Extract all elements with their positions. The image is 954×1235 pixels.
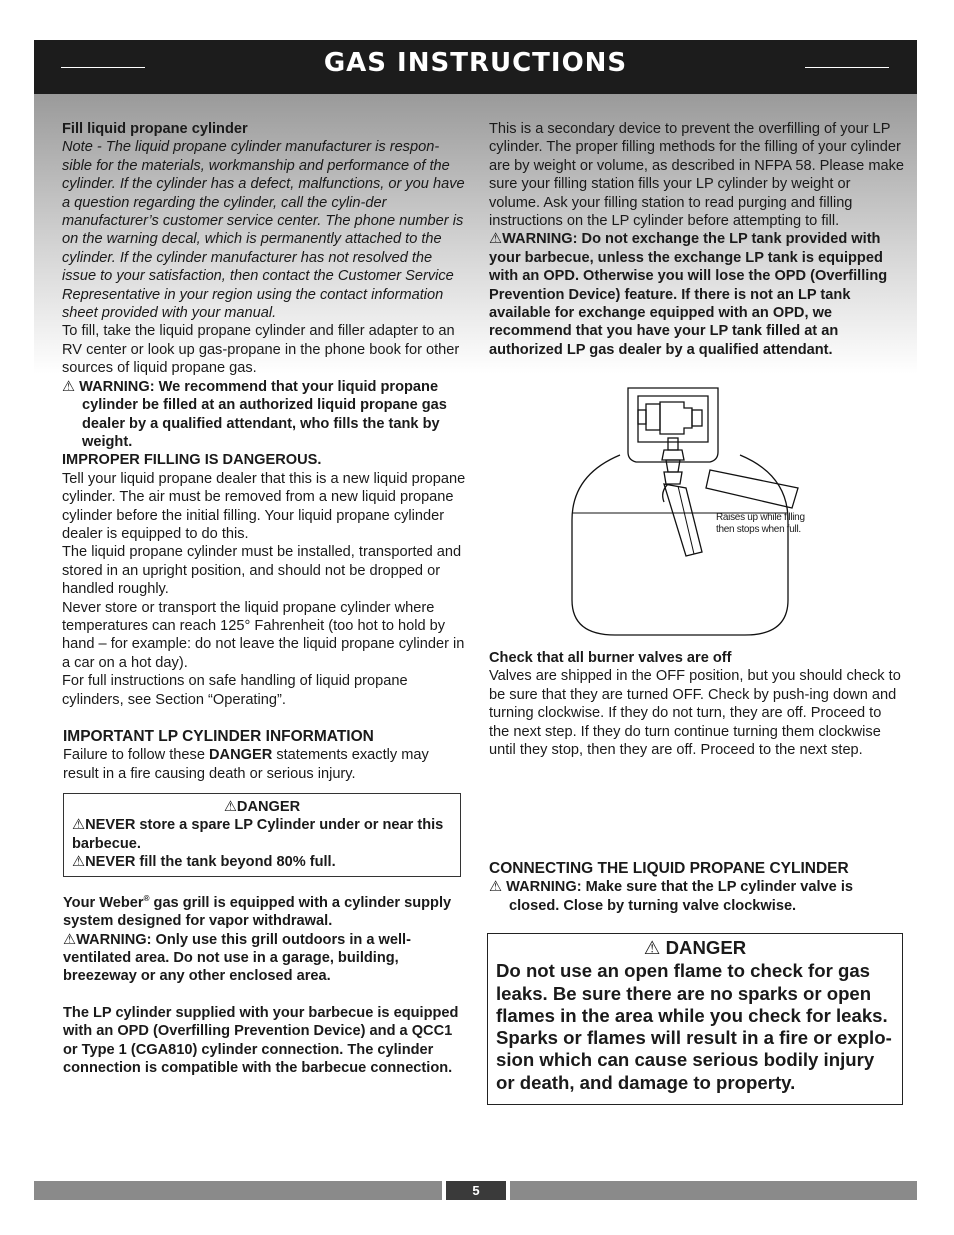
danger-line-80: ⚠NEVER fill the tank beyond 80% full. [72,853,336,871]
lp-info-title: IMPORTANT LP CYLINDER INFORMATION [63,728,374,745]
opd-description: This is a secondary device to prevent the overfilling of your LP cylinder. The proper filling methods for the filling of your cylinder are by weight or volume, as described in NFPA 58. Please make sure your filling station fills your LP cylinder by weight or volume. Ask your filling station to read purging and filling instructions on the LP cylinder before attempting to fill. [489,121,905,230]
danger2-title: ⚠ DANGER [643,937,747,959]
danger-line-spare: ⚠NEVER store a spare LP Cylinder under or near this barbecue. [72,816,444,852]
warning-icon: ⚠ [489,878,503,896]
warning-icon: ⚠ [223,798,237,815]
weber-paragraph: Your Weber® gas grill is equipped with a cylinder supply system designed for vapor withdrawal. [63,894,452,930]
lp-info-text: Failure to follow these DANGER statements exactly may result in a fire causing death or serious injury. [63,747,429,782]
check-title: Check that all burner valves are off [489,650,732,666]
header-rule-right [805,67,889,68]
left-column [62,120,466,709]
vapor-section [63,890,463,1078]
connect-warning: ⚠ WARNING: Make sure that the LP cylinder valve is closed. Close by turning valve clockwise. [489,878,853,914]
danger-box-cylinder [63,793,461,877]
footer-bar-left [34,1181,442,1200]
paragraph-see-operating: For full instructions on safe handling of liquid propane cylinders, see Section “Operating”. [62,673,408,708]
warning-icon: ⚠ [489,230,503,248]
header-bar [34,40,917,94]
improper-filling: IMPROPER FILLING IS DANGEROUS. [62,452,322,469]
check-paragraph: Valves are shipped in the OFF position, but you should check to be sure that they are turned OFF. Check by push-ing down and turning clockwise. If they do not turn, they are off. Proceed to the next step. If they do turn continue turning them clockwise until they stop, then they are off. Proceed to the next step. [489,668,901,759]
diagram-caption: Raises up while filling then stops when full. [716,512,805,535]
fill-title: Fill liquid propane cylinder [62,121,248,137]
paragraph-new-cylinder: Tell your liquid propane dealer that this is a new liquid propane cylinder. The air must be removed from a new liquid propane cylinder before the initial filling. Your liquid propane cylinder dealer is equipped to do this. [62,470,466,542]
check-valves-section [489,649,905,759]
connect-title: CONNECTING THE LIQUID PROPANE CYLINDER [489,860,849,877]
footer-bar-right [510,1181,917,1200]
warning-icon: ⚠ [72,853,86,871]
lp-info-section [63,728,463,783]
danger-box-leaks [487,933,903,1105]
page-number: 5 [446,1181,506,1200]
fill-note: Note - The liquid propane cylinder manufacturer is respon-sible for the materials, workmanship and performance of the cylinder. If the cylinder has a defect, malfunctions, or you have a question regarding the cylinder, call the cylin-der manufacturer’s customer service center. The phone number is on the warning decal, which is permanently attached to the cylinder. If the cylinder manufacturer has not resolved the issue to your satisfaction, then contact the Customer Service Representative in your region using the contact information sheet provided with your manual. [62,139,465,322]
paragraph-upright: The liquid propane cylinder must be installed, transported and stored in an upright position, and should not be dropped or handled roughly. [62,544,462,598]
warning-icon: ⚠ [72,816,86,834]
warning-icon: ⚠ [62,377,76,395]
danger2-text: Do not use an open flame to check for gas leaks. Be sure there are no sparks or open flames in the area while you check for leaks. Sparks or flames will result in a fire or explo-sion which can cause serious bodily injury or death, and damage to property. [496,960,892,1093]
warning-icon: ⚠ [63,930,77,948]
warning-fill-authorized: ⚠ WARNING: We recommend that your liquid propane cylinder be filled at an authorized liquid propane gas dealer by a qualified attendant, who fills the tank by weight. [62,377,447,450]
connecting-section [489,860,905,915]
lp-tank-diagram [560,380,890,642]
warning-outdoors: ⚠WARNING: Only use this grill outdoors in a well-ventilated area. Do not use in a garage, building, breezeway or any other enclosed area. [63,930,411,985]
page-title: GAS INSTRUCTIONS [323,48,628,78]
fill-paragraph: To fill, take the liquid propane cylinder and filler adapter to an RV center or look up gas-propane in the phone book for other sources of liquid propane gas. [62,323,460,377]
warning-exchange: ⚠WARNING: Do not exchange the LP tank provided with your barbecue, unless the exchange LP tank is equipped with an OPD. Otherwise you will lose the OPD (Overfilling Prevention Device) feature. If there is not an LP tank available for exchange equipped with an OPD, we recommend that you have your LP tank filled at an authorized LP gas dealer by a qualified attendant. [489,230,888,358]
paragraph-temperature: Never store or transport the liquid propane cylinder where temperatures can reach 125° Fahrenheit (too hot to hold by hand – for example: do not leave the liquid propane cylinder in a car on a hot day). [62,599,465,671]
warning-icon: ⚠ [643,938,661,959]
right-column [489,120,905,359]
opd-paragraph: The LP cylinder supplied with your barbecue is equipped with an OPD (Overfilling Prevention Device) and a QCC1 or Type 1 (CGA810) cylinder connection. The cylinder connection is compatible with the barbecue connection. [63,1004,459,1077]
danger-box-title: ⚠DANGER [223,798,301,815]
